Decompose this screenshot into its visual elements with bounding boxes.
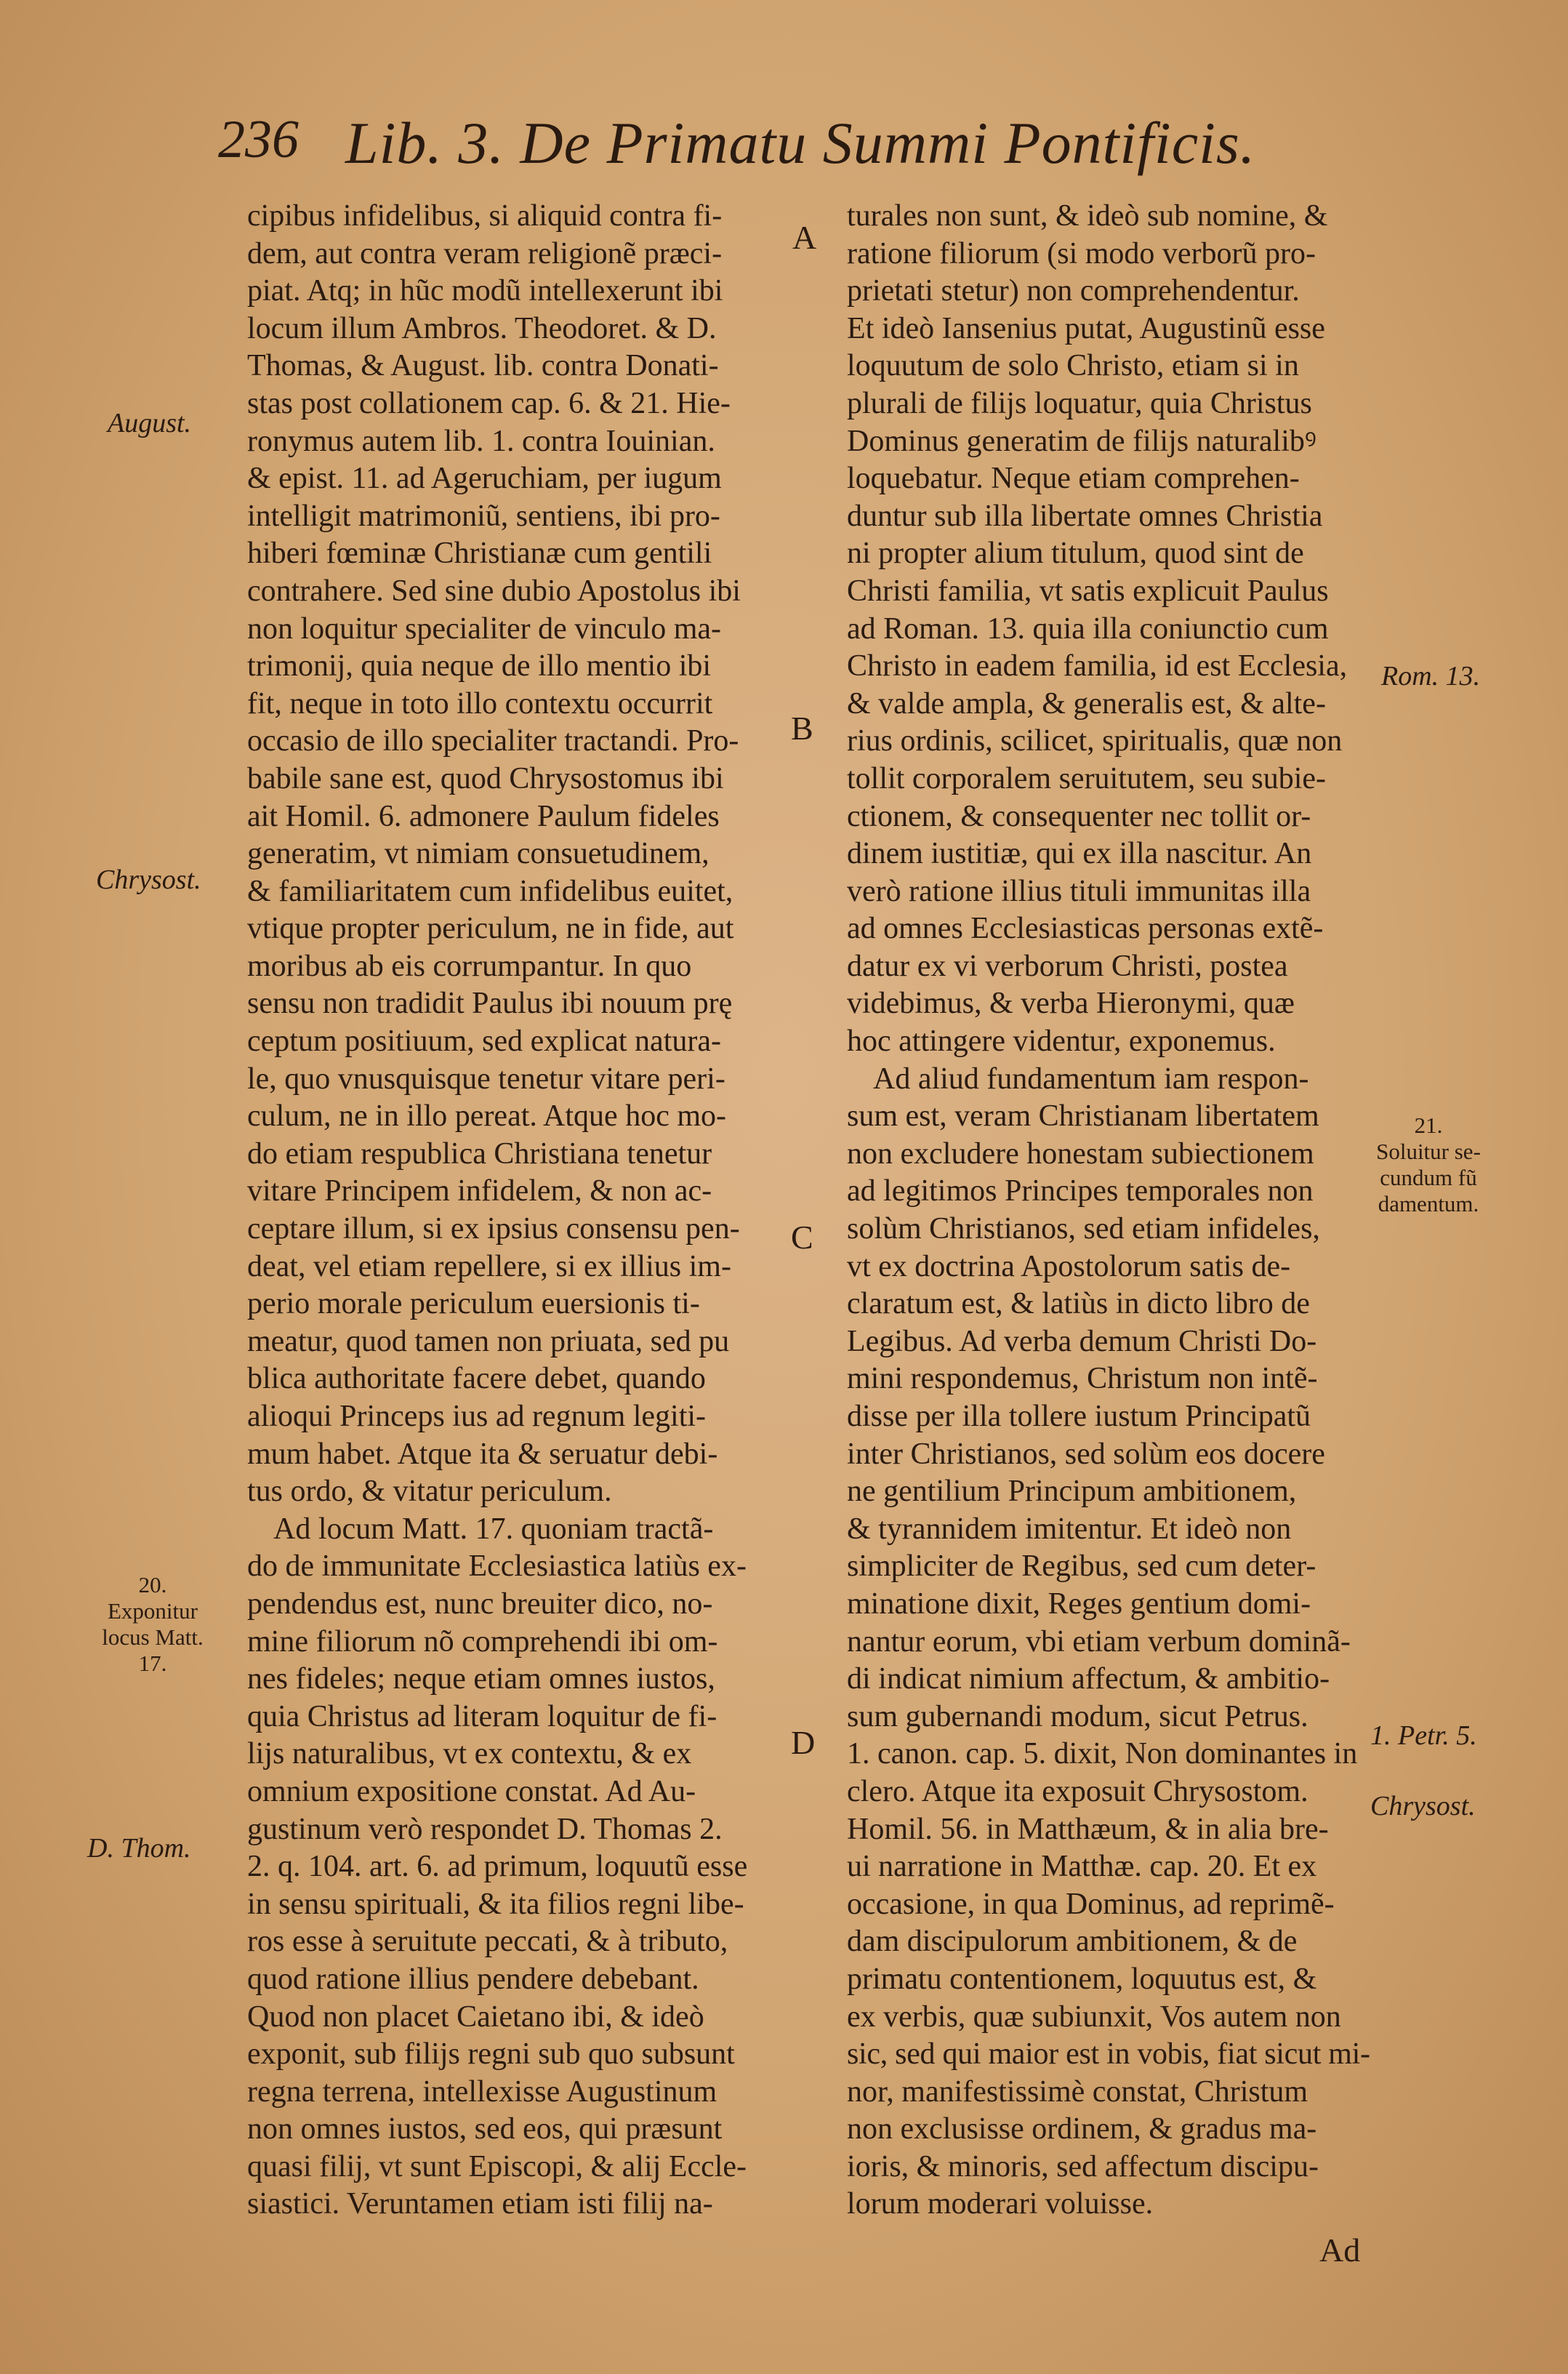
text-line: vitare Principem infidelem, & non ac- (247, 1174, 712, 1208)
text-line: do de immunitate Ecclesiastica latiùs ex- (247, 1549, 747, 1584)
sidenote-soluitur-line3: damentum. (1378, 1191, 1479, 1216)
text-line: exponit, sub filijs regni sub quo subsunt (247, 2037, 735, 2072)
folio-number: 236 (218, 110, 299, 169)
text-line: occasione, in qua Dominus, ad reprimẽ- (847, 1887, 1335, 1921)
text-line: 2. q. 104. art. 6. ad primum, loquutũ esse (247, 1850, 748, 1884)
text-line: hiberi fœminæ Christianæ cum gentili (247, 537, 712, 571)
text-line: non excludere honestam subiectionem (847, 1136, 1314, 1171)
text-line: primatu contentionem, loquutus est, & (847, 1962, 1317, 1996)
text-line: Dominus generatim de filijs naturalibꝰ (847, 424, 1316, 458)
text-line: sensu non tradidit Paulus ibi nouum prę (247, 987, 733, 1021)
text-line: lijs naturalibus, vt ex contextu, & ex (247, 1737, 692, 1771)
text-line: simpliciter de Regibus, sed cum deter- (847, 1549, 1316, 1584)
text-line: mini respondemus, Christum non intẽ- (847, 1362, 1318, 1396)
sidenote-exponitur (80, 1572, 225, 1677)
text-line: non loquitur specialiter de vinculo ma- (247, 611, 721, 646)
sidenote-exponitur-line1: Exponitur (108, 1598, 198, 1624)
text-line: nes fideles; neque etiam omnes iustos, (247, 1662, 715, 1696)
sidenote-thom: D. Thom. (87, 1833, 191, 1864)
text-line: Christi familia, vt satis explicuit Paulus (847, 574, 1329, 608)
text-line: occasio de illo specialiter tractandi. Pro- (247, 724, 739, 758)
text-line: loquutum de solo Christo, etiam si in (847, 349, 1299, 383)
text-line: ait Homil. 6. admonere Paulum fideles (247, 799, 720, 833)
text-line: Homil. 56. in Matthæum, & in alia bre- (847, 1812, 1329, 1846)
text-line: sic, sed qui maior est in vobis, fiat sicut mi- (847, 2037, 1370, 2072)
text-line: fit, neque in toto illo contextu occurrit (247, 686, 713, 721)
text-line: moribus ab eis corrumpantur. In quo (247, 949, 692, 983)
page-header (218, 109, 1256, 189)
text-line: Legibus. Ad verba demum Christi Do- (847, 1324, 1317, 1358)
text-line: minatione dixit, Reges gentium domi- (847, 1587, 1311, 1621)
text-line: ros esse à seruitute peccati, & à tributo, (247, 1925, 728, 1959)
text-line: di indicat nimium affectum, & ambitio- (847, 1662, 1330, 1696)
sidenote-exponitur-line3: 17. (138, 1651, 167, 1676)
text-line: Quod non placet Caietano ibi, & ideò (247, 2000, 704, 2034)
catchword: Ad (1319, 2231, 1361, 2269)
text-line: inter Christianos, sed solùm eos docere (847, 1437, 1325, 1471)
text-line: siastici. Veruntamen etiam isti filij na- (247, 2187, 713, 2221)
text-line: dam discipulorum ambitionem, & de (847, 1925, 1298, 1959)
text-line: cipibus infidelibus, si aliquid contra fi- (247, 199, 723, 233)
text-line: ne gentilium Principum ambitionem, (847, 1475, 1297, 1509)
text-line: nantur eorum, vbi etiam verbum dominã- (847, 1624, 1351, 1659)
text-line: sum est, veram Christianam libertatem (847, 1099, 1319, 1134)
text-line: ratione filiorum (si modo verborũ pro- (847, 236, 1316, 270)
text-line: turales non sunt, & ideò sub nomine, & (847, 199, 1328, 233)
section-marker-c: C (791, 1219, 813, 1256)
text-line: Ad locum Matt. 17. quoniam tractã- (273, 1512, 714, 1546)
text-line: gustinum verò respondet D. Thomas 2. (247, 1812, 723, 1846)
text-line: non omnes iustos, sed eos, qui præsunt (247, 2112, 723, 2146)
text-line: mum habet. Atque ita & seruatur debi- (247, 1437, 718, 1471)
text-line: solùm Christianos, sed etiam infideles, (847, 1212, 1320, 1246)
text-line: ctionem, & consequenter nec tollit or- (847, 799, 1311, 833)
text-line: ceptum positiuum, sed explicat natura- (247, 1024, 721, 1059)
text-line: locum illum Ambros. Theodoret. & D. (247, 311, 717, 345)
text-line: non exclusisse ordinem, & gradus ma- (847, 2112, 1317, 2146)
text-line: plurali de filijs loquatur, quia Christus (847, 386, 1312, 420)
text-line: & tyrannidem imitentur. Et ideò non (847, 1512, 1292, 1546)
text-line: quasi filij, vt sunt Episcopi, & alij Eccle- (247, 2149, 747, 2183)
text-line: & familiaritatem cum infidelibus euitet, (247, 874, 733, 908)
text-line: lorum moderari voluisse. (847, 2187, 1154, 2221)
text-line: meatur, quod tamen non priuata, sed pu (247, 1324, 730, 1358)
text-line: datur ex vi verborum Christi, postea (847, 949, 1288, 983)
text-line: babile sane est, quod Chrysostomus ibi (247, 761, 724, 795)
text-line: ad omnes Ecclesiasticas personas extẽ- (847, 912, 1324, 946)
text-line: loquebatur. Neque etiam comprehen- (847, 462, 1300, 496)
text-line: piat. Atq; in hũc modũ intellexerunt ibi (247, 274, 723, 308)
text-line: disse per illa tollere iustum Principatũ (847, 1400, 1311, 1433)
text-line: duntur sub illa libertate omnes Christia (847, 499, 1323, 533)
text-line: ex verbis, quæ subiunxit, Vos autem non (847, 2000, 1341, 2034)
text-line: tollit corporalem seruitutem, seu subie- (847, 761, 1326, 795)
section-marker-b: B (791, 710, 813, 747)
text-line: vt ex doctrina Apostolorum satis de- (847, 1249, 1291, 1283)
text-line: omnium expositione constat. Ad Au- (247, 1774, 696, 1808)
text-line: ioris, & minoris, sed affectum discipu- (847, 2149, 1319, 2183)
text-line: contrahere. Sed sine dubio Apostolus ibi (247, 574, 741, 608)
text-line: generatim, vt nimiam consuetudinem, (247, 837, 709, 871)
text-line: alioqui Princeps ius ad regnum legiti- (247, 1400, 707, 1433)
text-line: hoc attingere videntur, exponemus. (847, 1024, 1276, 1059)
text-line: quod ratione illius pendere debebant. (247, 1962, 699, 1996)
text-line: clero. Atque ita exposuit Chrysostom. (847, 1774, 1308, 1808)
sidenote-number-21: 21. (1414, 1112, 1443, 1138)
sidenote-soluitur-line2: cundum fũ (1380, 1165, 1477, 1190)
left-text-column (247, 198, 781, 2223)
text-line: claratum est, & latiùs in dicto libro de (847, 1287, 1310, 1321)
text-line: do etiam respublica Christiana tenetur (247, 1136, 712, 1171)
text-line: regna terrena, intellexisse Augustinum (247, 2074, 717, 2109)
text-line: trimonij, quia neque de illo mentio ibi (247, 649, 712, 683)
text-line: videbimus, & verba Hieronymi, quæ (847, 987, 1295, 1021)
text-line: nor, manifestissimè constat, Christum (847, 2074, 1308, 2109)
text-line: in sensu spirituali, & ita filios regni libe- (247, 1887, 744, 1921)
sidenote-soluitur (1367, 1112, 1490, 1217)
text-line: culum, ne in illo pereat. Atque hoc mo- (247, 1099, 726, 1134)
section-marker-d: D (791, 1724, 816, 1761)
running-title: Lib. 3. De Primatu Summi Pontificis. (345, 110, 1256, 176)
text-line: ceptare illum, si ex ipsius consensu pen- (247, 1212, 740, 1246)
text-line: 1. canon. cap. 5. dixit, Non dominantes in (847, 1737, 1358, 1771)
text-line: ad legitimos Principes temporales non (847, 1174, 1314, 1208)
sidenote-number-20: 20. (138, 1572, 167, 1597)
text-line: Christo in eadem familia, id est Ecclesia, (847, 649, 1348, 683)
text-line: quia Christus ad literam loquitur de fi- (247, 1699, 717, 1733)
text-line: ni propter alium titulum, quod sint de (847, 537, 1304, 571)
sidenote-petr: 1. Petr. 5. (1370, 1720, 1477, 1751)
text-line: ui narratione in Matthæ. cap. 20. Et ex (847, 1850, 1317, 1884)
sidenote-august: August. (108, 408, 192, 438)
sidenote-rom: Rom. 13. (1381, 661, 1481, 691)
sidenote-chrysost-right: Chrysost. (1370, 1791, 1476, 1821)
right-text-column (847, 198, 1370, 2223)
text-line: sum gubernandi modum, sicut Petrus. (847, 1699, 1308, 1733)
text-line: deat, vel etiam repellere, si ex illius im- (247, 1249, 731, 1283)
sidenote-soluitur-line1: Soluitur se- (1376, 1139, 1481, 1164)
text-line: rius ordinis, scilicet, spiritualis, quæ non (847, 724, 1343, 758)
text-line: tus ordo, & vitatur periculum. (247, 1475, 612, 1509)
text-line: dinem iustitiæ, qui ex illa nascitur. An (847, 837, 1312, 871)
text-line: le, quo vnusquisque tenetur vitare peri- (247, 1062, 725, 1096)
text-line: ad Roman. 13. quia illa coniunctio cum (847, 611, 1329, 646)
text-line: & valde ampla, & generalis est, & alte- (847, 686, 1326, 721)
text-line: verò ratione illius tituli immunitas illa (847, 874, 1311, 908)
sidenote-exponitur-line2: locus Matt. (102, 1624, 204, 1650)
text-line: prietati stetur) non comprehendentur. (847, 274, 1300, 308)
text-line: mine filiorum nõ comprehendi ibi om- (247, 1624, 718, 1659)
text-line: dem, aut contra veram religionẽ præci- (247, 236, 723, 270)
text-line: Ad aliud fundamentum iam respon- (873, 1062, 1309, 1096)
text-line: Et ideò Iansenius putat, Augustinũ esse (847, 311, 1325, 345)
text-line: perio morale periculum euersionis ti- (247, 1287, 700, 1321)
section-marker-a: A (792, 219, 817, 256)
text-line: blica authoritate facere debet, quando (247, 1362, 706, 1396)
text-line: vtique propter periculum, ne in fide, aut (247, 912, 734, 946)
text-line: pendendus est, nunc breuiter dico, no- (247, 1587, 713, 1621)
text-line: intelligit matrimoniũ, sentiens, ibi pro- (247, 499, 720, 533)
text-line: ronymus autem lib. 1. contra Iouinian. (247, 424, 715, 458)
text-line: Thomas, & August. lib. contra Donati- (247, 349, 719, 383)
text-line: & epist. 11. ad Ageruchiam, per iugum (247, 462, 722, 496)
text-line: stas post collationem cap. 6. & 21. Hie- (247, 386, 731, 420)
sidenote-chrysost-left: Chrysost. (96, 865, 201, 895)
